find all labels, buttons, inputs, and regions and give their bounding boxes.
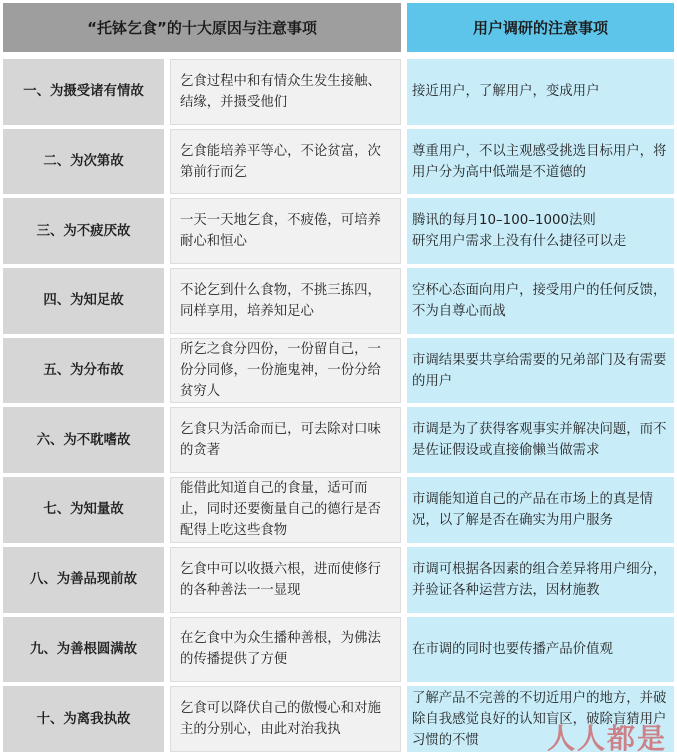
reason-cell (170, 338, 401, 404)
table-row (0, 615, 677, 685)
row-title: 五、为分布故 (3, 338, 164, 404)
table-row (0, 266, 677, 336)
row-title: 八、为善品现前故 (3, 547, 164, 613)
reason-cell (170, 268, 401, 334)
research-note-text: 腾讯的每月10–100–1000法则 研究用户需求上没有什么捷径可以走 (412, 213, 627, 250)
research-note-cell (407, 338, 674, 404)
row-title: 六、为不耽嗜故 (3, 407, 164, 473)
row-title: 三、为不疲厌故 (3, 198, 164, 264)
research-note-text: 尊重用户，不以主观感受挑选目标用户，将用户分为高中低端是不道德的 (412, 143, 667, 180)
research-note-cell (407, 547, 674, 613)
reason-cell (170, 477, 401, 543)
research-note-cell (407, 617, 674, 683)
reason-text: 乞食可以降伏自己的傲慢心和对施主的分别心，由此对治我执 (180, 701, 381, 738)
reason-text: 在乞食中为众生播种善根，为佛法的传播提供了方便 (180, 631, 381, 668)
research-note-cell (407, 129, 674, 195)
reason-text: 乞食中可以收摄六根，进而使修行的各种善法一一显现 (180, 561, 381, 598)
research-note-text: 市调是为了获得客观事实并解决问题，而不是佐证假设或直接偷懒当做需求 (412, 422, 667, 459)
research-note-cell (407, 407, 674, 473)
row-title: 四、为知足故 (3, 268, 164, 334)
table-body (0, 57, 677, 754)
research-note-text: 了解产品不完善的不切近用户的地方，并破除自我感觉良好的认知盲区，破除盲猜用户习惯的不惯 (412, 690, 667, 748)
reason-cell (170, 198, 401, 264)
table-row (0, 684, 677, 754)
table-row (0, 57, 677, 127)
header-research-notes: 用户调研的注意事项 (407, 3, 674, 52)
reason-cell (170, 59, 401, 125)
reason-text: 不论乞到什么食物，不挑三拣四，同样享用，培养知足心 (180, 282, 381, 319)
table-row (0, 196, 677, 266)
research-note-text: 空杯心态面向用户，接受用户的任何反馈，不为自尊心而战 (412, 282, 667, 319)
table-row (0, 475, 677, 545)
watermark-text: 人人都是 (546, 722, 667, 755)
reason-text: 乞食只为活命而已，可去除对口味的贪著 (180, 422, 381, 459)
research-note-text: 市调结果要共享给需要的兄弟部门及有需要的用户 (412, 352, 667, 389)
table-row (0, 336, 677, 406)
row-title: 二、为次第故 (3, 129, 164, 195)
header-ten-reasons: “托钵乞食”的十大原因与注意事项 (3, 3, 401, 52)
research-note-cell (407, 477, 674, 543)
row-title: 十、为离我执故 (3, 686, 164, 752)
research-note-cell (407, 268, 674, 334)
research-note-cell (407, 686, 674, 752)
research-note-text: 市调能知道自己的产品在市场上的真是情况，以了解是否在确实为用户服务 (412, 491, 654, 528)
row-title: 七、为知量故 (3, 477, 164, 543)
row-title: 一、为摄受诸有情故 (3, 59, 164, 125)
reason-cell (170, 407, 401, 473)
reason-cell (170, 686, 401, 752)
research-note-text: 接近用户，了解用户，变成用户 (412, 84, 600, 100)
table-row (0, 405, 677, 475)
reason-cell (170, 617, 401, 683)
reason-cell (170, 547, 401, 613)
research-note-text: 在市调的同时也要传播产品价值观 (412, 641, 613, 657)
reason-text: 能借此知道自己的食量，适可而止，同时还要衡量自己的德行是否配得上吃这些食物 (180, 481, 381, 539)
research-note-cell (407, 59, 674, 125)
research-note-cell (407, 198, 674, 264)
reason-cell (170, 129, 401, 195)
research-note-text: 市调可根据各因素的组合差异将用户细分，并验证各种运营方法，因材施教 (412, 561, 667, 598)
reason-text: 乞食过程中和有情众生发生接触、结缘，并摄受他们 (180, 73, 381, 110)
table-row (0, 127, 677, 197)
reason-text: 所乞之食分四份，一份留自己，一份分同修，一份施鬼神，一份分给贫穷人 (180, 342, 381, 400)
reason-text: 一天一天地乞食，不疲倦，可培养耐心和恒心 (180, 213, 381, 250)
reason-text: 乞食能培养平等心，不论贫富，次第前行而乞 (180, 143, 381, 180)
row-title: 九、为善根圆满故 (3, 617, 164, 683)
table-row (0, 545, 677, 615)
